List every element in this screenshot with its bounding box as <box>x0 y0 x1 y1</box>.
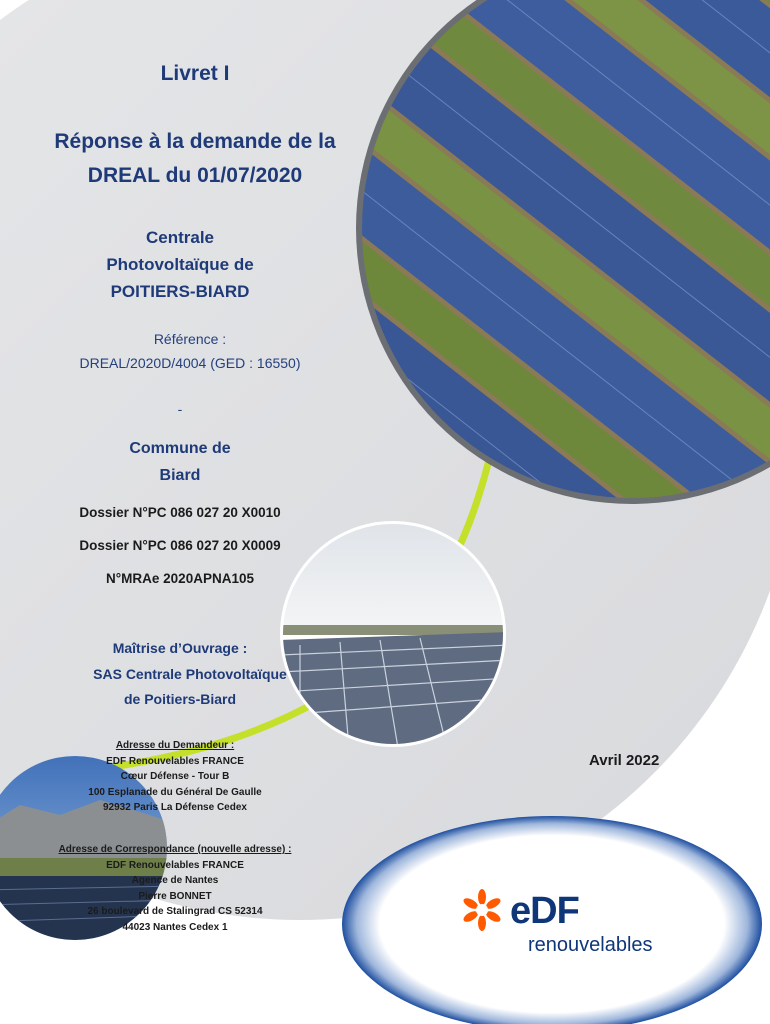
request-title-line-1: Réponse à la demande de la <box>54 130 336 153</box>
commune-line-1: Commune de <box>129 440 231 457</box>
correspondence-address <box>35 842 315 935</box>
correspondence-line: 44023 Nantes Cedex 1 <box>122 921 228 933</box>
dossier-2: Dossier N°PC 086 027 20 X0009 <box>79 538 281 553</box>
project-line-2: Photovoltaïque de <box>106 255 254 274</box>
applicant-heading: Adresse du Demandeur : <box>115 740 235 751</box>
applicant-line: Cœur Défense - Tour B <box>120 771 230 782</box>
request-title-line-2: DREAL du 01/07/2020 <box>87 164 303 187</box>
mrae-number: N°MRAe 2020APNA105 <box>106 571 254 586</box>
moa-line-2: SAS Centrale Photovoltaïque <box>93 666 287 682</box>
applicant-line: 92932 Paris La Défense Cedex <box>103 802 247 813</box>
edf-logo-brand: eDF <box>510 890 579 932</box>
correspondence-line: 26 boulevard de Stalingrad CS 52314 <box>87 906 263 917</box>
project-line-3: POITIERS-BIARD <box>110 282 250 301</box>
moa-line-1: Maîtrise d’Ouvrage : <box>112 640 248 656</box>
applicant-line: EDF Renouvelables FRANCE <box>106 755 244 767</box>
correspondence-line: Agence de Nantes <box>131 875 219 886</box>
reference-label: Référence : <box>153 331 227 347</box>
applicant-line: 100 Esplanade du Général De Gaulle <box>88 786 262 798</box>
moa-line-3: de Poitiers-Biard <box>123 691 237 707</box>
applicant-address <box>60 738 290 816</box>
publication-date: Avril 2022 <box>589 752 660 769</box>
dossier-1: Dossier N°PC 086 027 20 X0010 <box>79 505 281 520</box>
booklet-title: Livret I <box>160 62 230 85</box>
correspondence-heading: Adresse de Correspondance (nouvelle adresse) : <box>58 844 292 855</box>
commune-line-2: Biard <box>159 467 201 484</box>
correspondence-line: EDF Renouvelables FRANCE <box>106 859 244 871</box>
reference-value: DREAL/2020D/4004 (GED : 16550) <box>79 355 301 371</box>
edf-logo-tagline: renouvelables <box>528 934 653 956</box>
separator: - <box>177 401 183 417</box>
correspondence-line: Pierre BONNET <box>138 890 212 902</box>
project-line-1: Centrale <box>145 228 215 247</box>
